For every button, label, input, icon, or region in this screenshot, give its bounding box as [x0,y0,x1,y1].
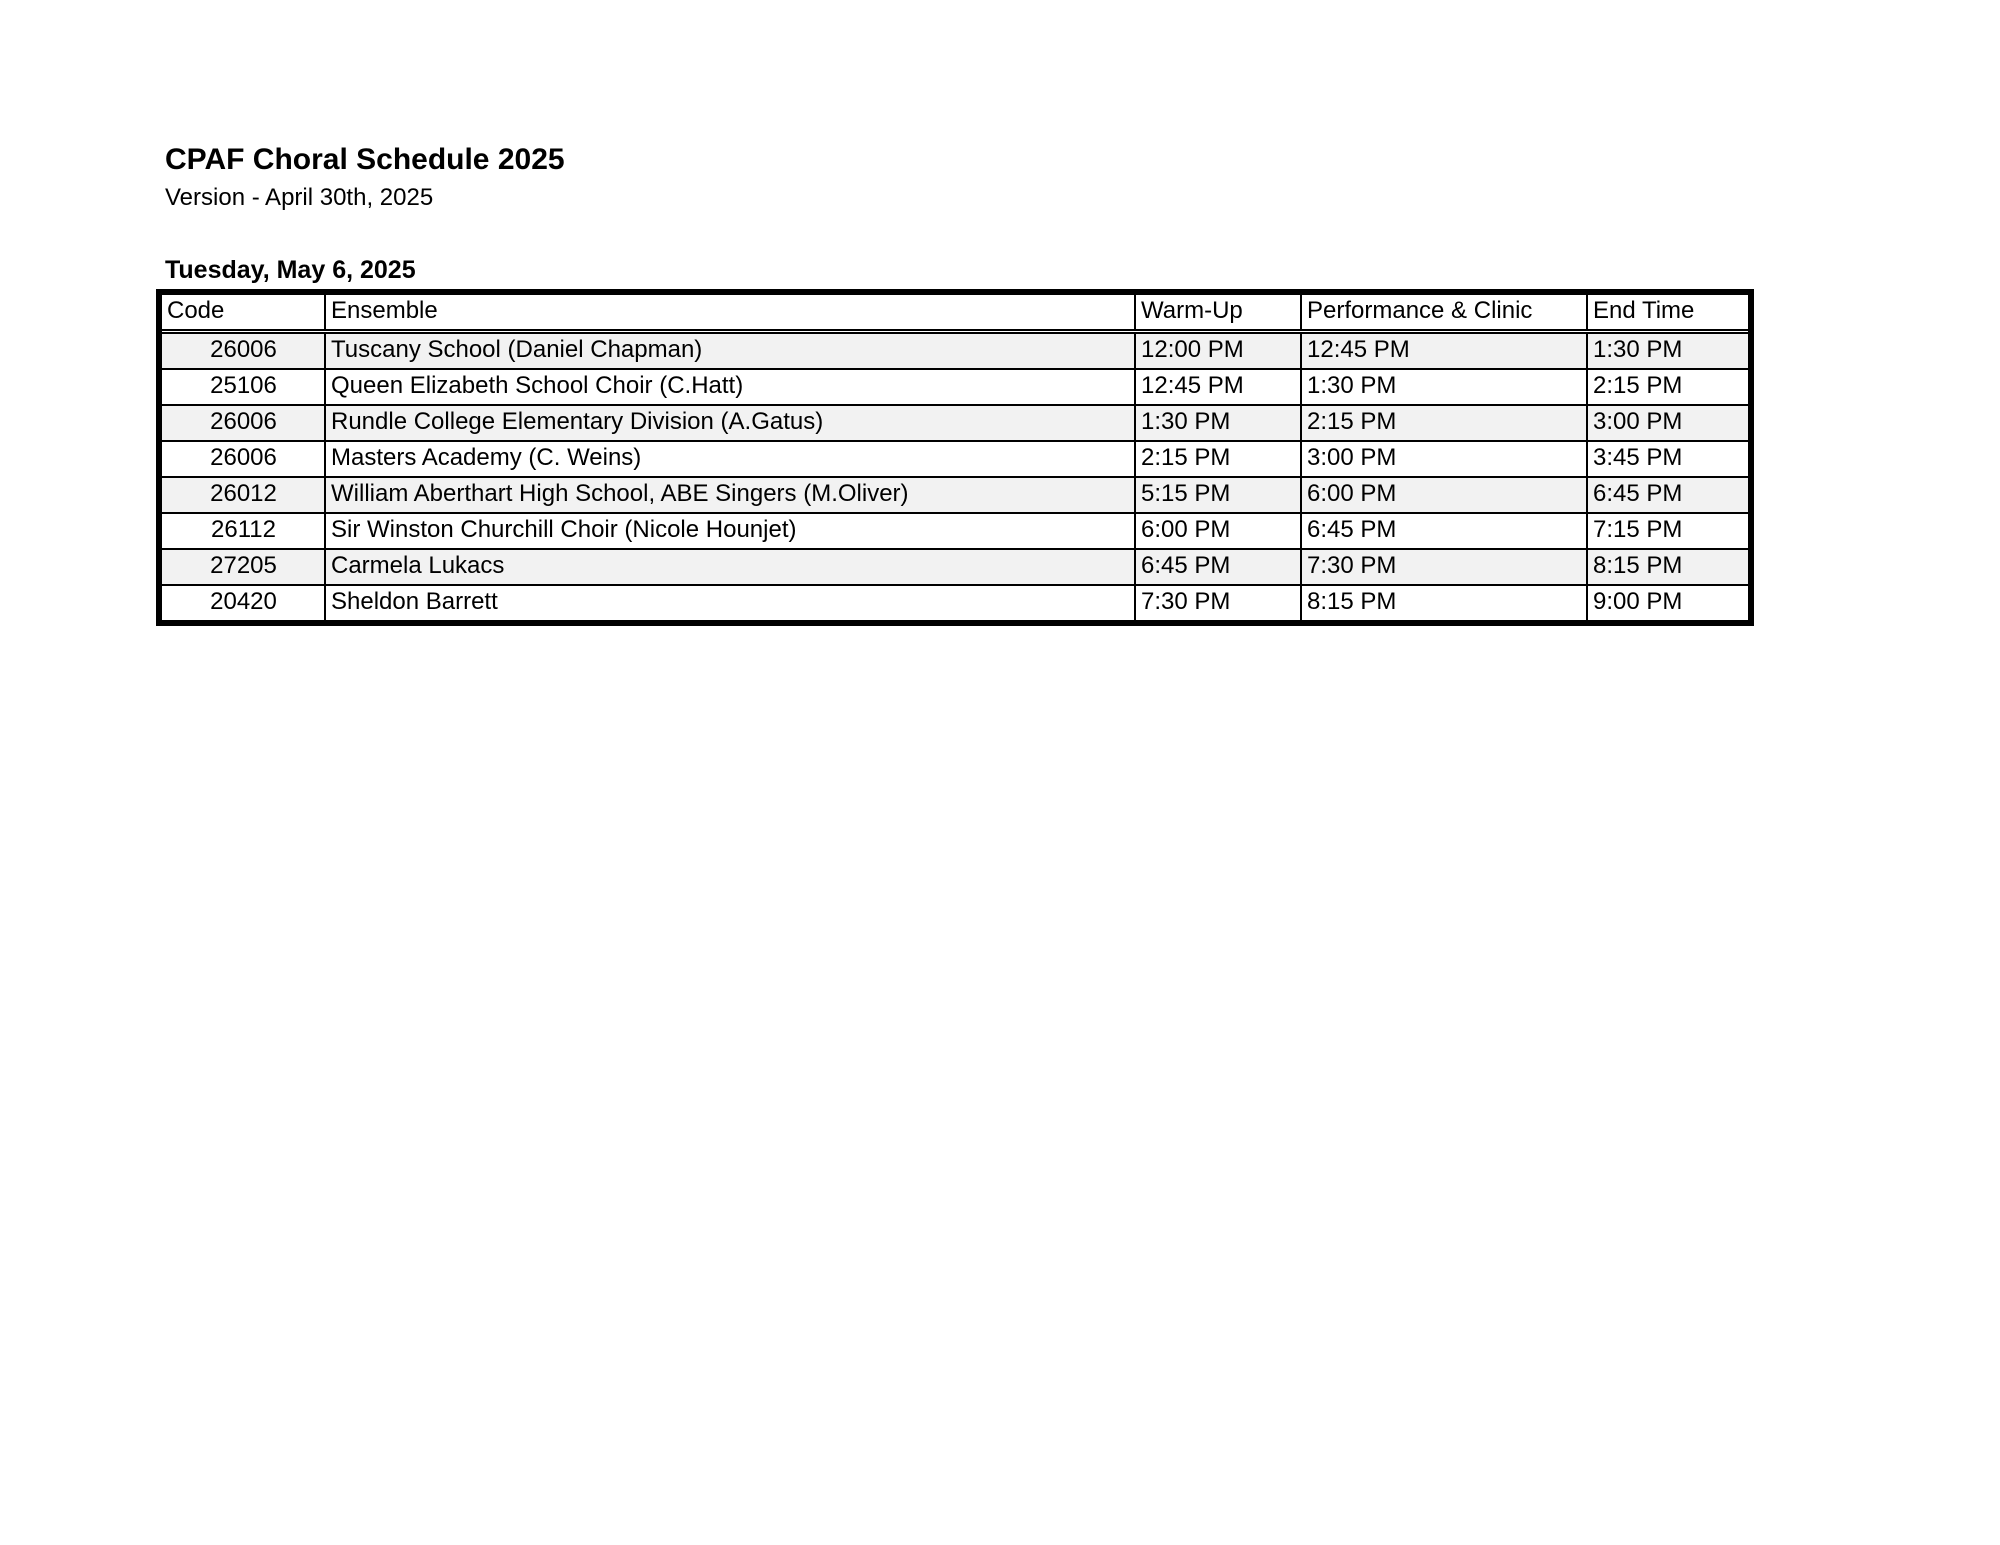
cell-end-time: 8:15 PM [1587,549,1751,585]
cell-code: 25106 [159,369,325,405]
column-header-warm-up: Warm-Up [1135,292,1301,332]
column-header-performance-clinic: Performance & Clinic [1301,292,1587,332]
table-row [159,513,1751,549]
document-version: Version - April 30th, 2025 [165,184,434,211]
table-row [159,405,1751,441]
cell-ensemble: Masters Academy (C. Weins) [325,441,1135,477]
cell-code: 26012 [159,477,325,513]
table-row [159,369,1751,405]
cell-warm-up: 6:00 PM [1135,513,1301,549]
column-header-ensemble: Ensemble [325,292,1135,332]
table-row [159,477,1751,513]
cell-code: 27205 [159,549,325,585]
cell-performance-clinic: 1:30 PM [1301,369,1587,405]
cell-ensemble: Rundle College Elementary Division (A.Gatus) [325,405,1135,441]
cell-warm-up: 12:45 PM [1135,369,1301,405]
document-title: CPAF Choral Schedule 2025 [165,143,565,176]
cell-ensemble: Carmela Lukacs [325,549,1135,585]
table-row [159,441,1751,477]
cell-ensemble: Tuscany School (Daniel Chapman) [325,332,1135,370]
day-heading: Tuesday, May 6, 2025 [165,256,416,284]
cell-end-time: 9:00 PM [1587,585,1751,623]
cell-ensemble: Sheldon Barrett [325,585,1135,623]
table-row [159,585,1751,623]
cell-code: 26006 [159,332,325,370]
cell-performance-clinic: 12:45 PM [1301,332,1587,370]
cell-performance-clinic: 6:00 PM [1301,477,1587,513]
schedule-table [156,289,1754,626]
cell-warm-up: 12:00 PM [1135,332,1301,370]
cell-ensemble: William Aberthart High School, ABE Singers (M.Oliver) [325,477,1135,513]
cell-warm-up: 1:30 PM [1135,405,1301,441]
column-header-end-time: End Time [1587,292,1751,332]
cell-end-time: 3:45 PM [1587,441,1751,477]
cell-code: 26006 [159,441,325,477]
cell-ensemble: Sir Winston Churchill Choir (Nicole Hounjet) [325,513,1135,549]
cell-end-time: 2:15 PM [1587,369,1751,405]
cell-performance-clinic: 7:30 PM [1301,549,1587,585]
cell-warm-up: 2:15 PM [1135,441,1301,477]
cell-end-time: 3:00 PM [1587,405,1751,441]
cell-code: 20420 [159,585,325,623]
cell-warm-up: 7:30 PM [1135,585,1301,623]
table-header-row [159,292,1751,332]
cell-code: 26112 [159,513,325,549]
cell-performance-clinic: 3:00 PM [1301,441,1587,477]
cell-warm-up: 5:15 PM [1135,477,1301,513]
cell-code: 26006 [159,405,325,441]
cell-performance-clinic: 8:15 PM [1301,585,1587,623]
cell-performance-clinic: 6:45 PM [1301,513,1587,549]
cell-end-time: 6:45 PM [1587,477,1751,513]
cell-warm-up: 6:45 PM [1135,549,1301,585]
cell-ensemble: Queen Elizabeth School Choir (C.Hatt) [325,369,1135,405]
column-header-code: Code [159,292,325,332]
table-row [159,332,1751,370]
cell-end-time: 7:15 PM [1587,513,1751,549]
cell-performance-clinic: 2:15 PM [1301,405,1587,441]
table-row [159,549,1751,585]
cell-end-time: 1:30 PM [1587,332,1751,370]
